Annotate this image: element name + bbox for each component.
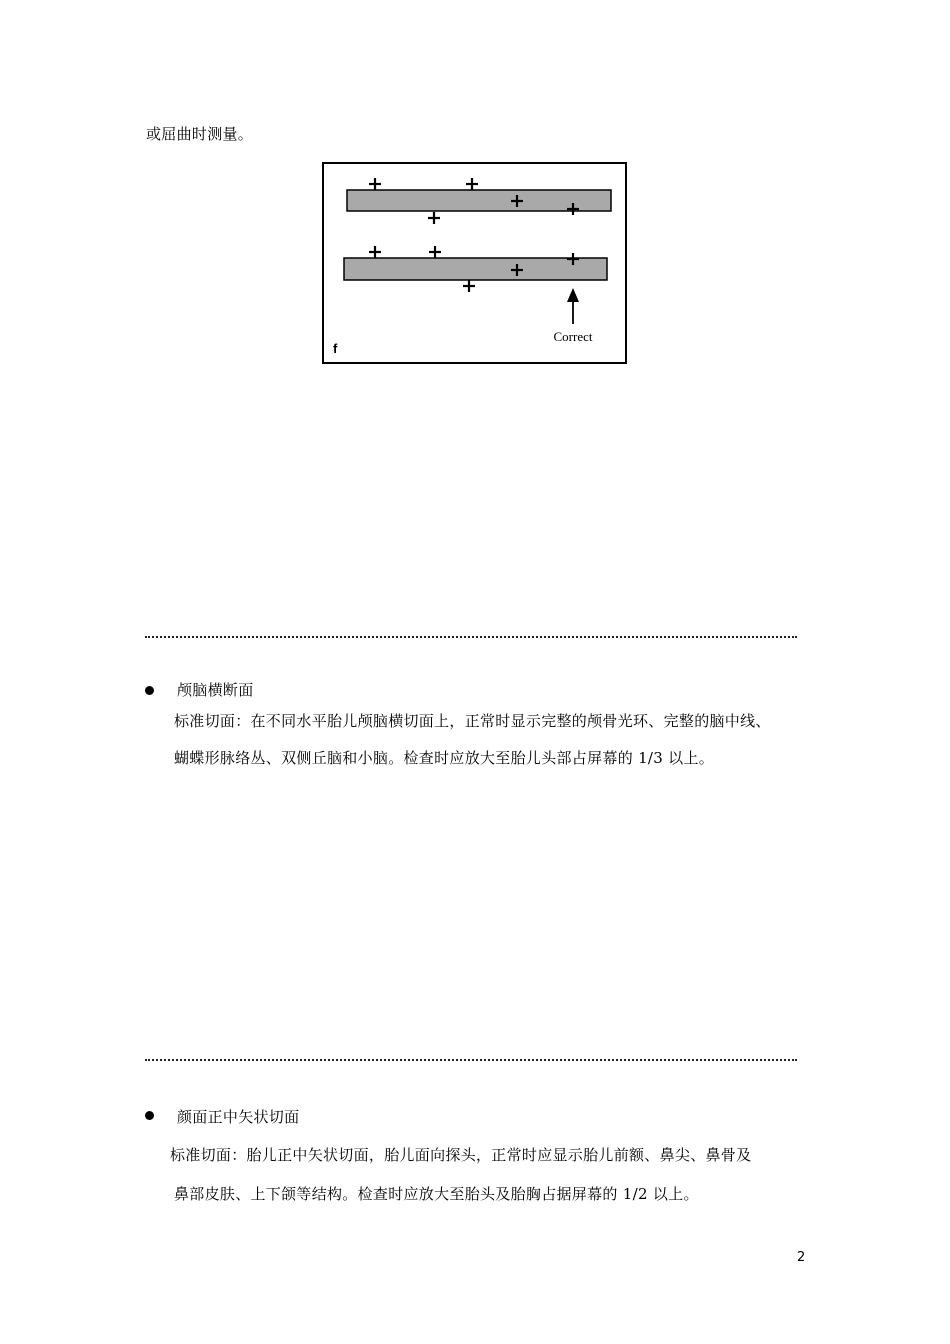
bullet-icon [145,1111,154,1120]
section-title: 颜面正中矢状切面 [177,1108,300,1126]
section-body-line: 蝴蝶形脉络丛、双侧丘脑和小脑。检查时应放大至胎儿头部占屏幕的 1/3 以上。 [174,749,715,767]
arrow-label: Correct [553,329,593,344]
plus-marker [463,280,475,292]
section-body-line: 鼻部皮肤、上下颌等结构。检查时应放大至胎头及胎胸占据屏幕的 1/2 以上。 [174,1185,699,1203]
section-body-line: 标准切面：胎儿正中矢状切面，胎儿面向探头，正常时应显示胎儿前额、鼻尖、鼻骨及 [170,1146,752,1164]
dotted-separator [145,1059,797,1061]
figure-diagram [324,164,625,362]
caliper-placement-figure [322,162,627,364]
lower-bone-bar [344,258,607,280]
bullet-icon [145,686,154,695]
section-body-line: 标准切面：在不同水平胎儿颅脑横切面上，正常时显示完整的颅骨光环、完整的脑中线、 [174,712,771,730]
intro-text: 或屈曲时测量。 [146,125,254,143]
figure-corner-label: f [333,341,338,356]
plus-marker [369,246,381,258]
dotted-separator [145,636,797,638]
plus-marker [428,212,440,224]
section-title: 颅脑横断面 [177,681,254,699]
page-number: 2 [797,1250,806,1265]
upper-bone-bar [347,190,611,211]
plus-marker [369,178,381,190]
plus-marker [429,246,441,258]
plus-marker [466,178,478,190]
arrow-head-icon [567,288,579,302]
